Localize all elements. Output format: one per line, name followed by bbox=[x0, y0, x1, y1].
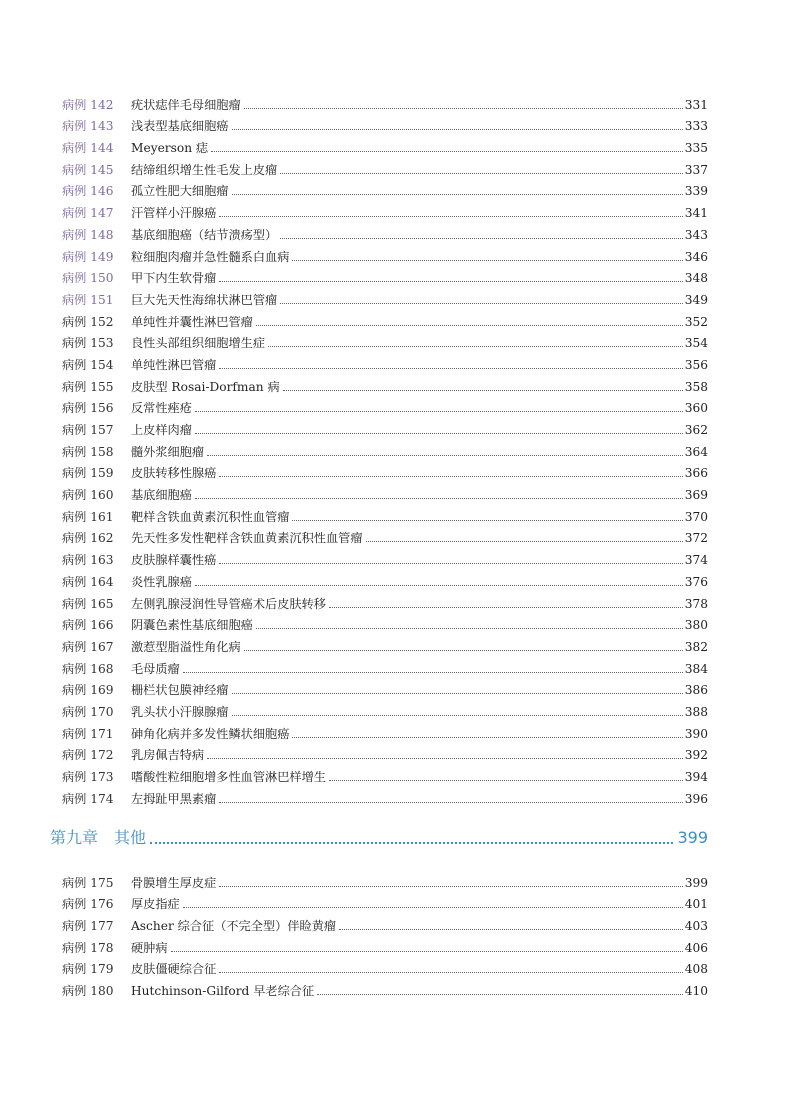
toc-entry[interactable] bbox=[62, 133, 708, 155]
toc-entry[interactable] bbox=[62, 220, 708, 242]
page-number: 366 bbox=[684, 466, 708, 481]
case-title: 巨大先天性海绵状淋巴管瘤 bbox=[131, 292, 278, 307]
leader-dots bbox=[219, 886, 682, 887]
case-title: 浅表型基底细胞癌 bbox=[131, 119, 229, 134]
toc-entry[interactable] bbox=[62, 719, 708, 741]
leader-dots bbox=[366, 541, 683, 542]
case-number: 病例 149 bbox=[62, 249, 114, 264]
case-title: 皮肤转移性腺癌 bbox=[131, 466, 217, 481]
toc-entry[interactable] bbox=[62, 198, 708, 220]
case-number: 病例 146 bbox=[62, 184, 114, 199]
case-title: 汗管样小汗腺癌 bbox=[131, 206, 217, 221]
page-number: 399 bbox=[684, 875, 708, 890]
case-number: 病例 166 bbox=[62, 618, 114, 633]
leader-dots bbox=[280, 238, 682, 239]
case-number: 病例 142 bbox=[62, 97, 114, 112]
leader-dots bbox=[183, 672, 683, 673]
toc-entry[interactable] bbox=[62, 741, 708, 763]
case-number: 病例 165 bbox=[62, 596, 114, 611]
case-number: 病例 176 bbox=[62, 897, 114, 912]
case-number: 病例 172 bbox=[62, 748, 114, 763]
page-number: 408 bbox=[684, 962, 708, 977]
page-number: 386 bbox=[684, 683, 708, 698]
case-title: 粒细胞肉瘤并急性髓系白血病 bbox=[131, 249, 290, 264]
toc-entry[interactable] bbox=[62, 784, 708, 806]
toc-entry[interactable] bbox=[62, 762, 708, 784]
page-number: 372 bbox=[684, 531, 708, 546]
page-number: 382 bbox=[684, 639, 708, 654]
case-number: 病例 164 bbox=[62, 574, 114, 589]
case-title: 砷角化病并多发性鳞状细胞癌 bbox=[131, 726, 290, 741]
case-title: 乳房佩吉特病 bbox=[131, 748, 205, 763]
toc-entry[interactable] bbox=[62, 459, 708, 481]
case-number: 病例 145 bbox=[62, 162, 114, 177]
page-number: 352 bbox=[684, 314, 708, 329]
toc-entry[interactable] bbox=[62, 307, 708, 329]
leader-dots bbox=[207, 758, 683, 759]
page-number: 392 bbox=[684, 748, 708, 763]
page-number: 349 bbox=[684, 292, 708, 307]
chapter-heading[interactable] bbox=[50, 828, 708, 848]
case-number: 病例 161 bbox=[62, 509, 114, 524]
case-title: 厚皮指症 bbox=[131, 897, 180, 912]
leader-dots bbox=[150, 842, 673, 844]
case-title: 骨膜增生厚皮症 bbox=[131, 875, 217, 890]
toc-entry[interactable] bbox=[62, 567, 708, 589]
toc-entry[interactable] bbox=[62, 415, 708, 437]
leader-dots bbox=[219, 972, 682, 973]
toc-list-part1 bbox=[62, 90, 708, 806]
toc-entry[interactable] bbox=[62, 480, 708, 502]
case-title: 良性头部组织细胞增生症 bbox=[131, 336, 266, 351]
leader-dots bbox=[219, 281, 682, 282]
leader-dots bbox=[292, 737, 682, 738]
case-number: 病例 173 bbox=[62, 770, 114, 784]
toc-entry[interactable] bbox=[62, 890, 708, 912]
case-number: 病例 152 bbox=[62, 314, 114, 329]
case-title: 髓外浆细胞瘤 bbox=[131, 444, 205, 459]
case-number: 病例 178 bbox=[62, 940, 114, 955]
case-title: 基底细胞癌（结节溃疡型） bbox=[131, 227, 278, 242]
case-title: 栅栏状包膜神经瘤 bbox=[131, 683, 229, 698]
toc-entry[interactable] bbox=[62, 545, 708, 567]
page-number: 406 bbox=[684, 940, 708, 955]
leader-dots bbox=[171, 951, 683, 952]
case-title: 阴囊色素性基底细胞癌 bbox=[131, 618, 253, 633]
toc-entry[interactable] bbox=[62, 90, 708, 112]
case-title: 疣状痣伴毛母细胞瘤 bbox=[131, 97, 241, 112]
case-title: 基底细胞癌 bbox=[131, 488, 192, 503]
toc-entry[interactable] bbox=[62, 611, 708, 633]
leader-dots bbox=[268, 346, 683, 347]
toc-entry[interactable] bbox=[62, 264, 708, 286]
leader-dots bbox=[232, 194, 683, 195]
case-number: 病例 158 bbox=[62, 444, 114, 459]
page-number: 378 bbox=[684, 596, 708, 611]
case-number: 病例 157 bbox=[62, 423, 114, 437]
case-title: 靶样含铁血黄素沉积性血管瘤 bbox=[131, 509, 290, 524]
case-title: 先天性多发性靶样含铁血黄素沉积性血管瘤 bbox=[131, 531, 363, 546]
page-number: 388 bbox=[684, 704, 708, 719]
case-title: 激惹型脂溢性角化病 bbox=[131, 639, 241, 654]
page-number: 335 bbox=[684, 141, 708, 156]
page-number: 331 bbox=[684, 97, 708, 112]
leader-dots bbox=[219, 563, 682, 564]
toc-entry[interactable] bbox=[62, 955, 708, 977]
case-number: 病例 163 bbox=[62, 553, 114, 568]
leader-dots bbox=[183, 907, 683, 908]
case-number: 病例 162 bbox=[62, 531, 114, 546]
toc-list-part2 bbox=[62, 868, 708, 998]
toc-entry[interactable] bbox=[62, 589, 708, 611]
toc-entry[interactable] bbox=[62, 502, 708, 524]
page-number: 410 bbox=[684, 984, 708, 999]
leader-dots bbox=[280, 173, 682, 174]
case-number: 病例 160 bbox=[62, 488, 114, 503]
case-number: 病例 148 bbox=[62, 227, 114, 242]
toc-entry[interactable] bbox=[62, 911, 708, 933]
toc-entry[interactable] bbox=[62, 868, 708, 890]
page-number: 396 bbox=[684, 791, 708, 806]
case-number: 病例 147 bbox=[62, 206, 114, 221]
toc-entry[interactable] bbox=[62, 632, 708, 654]
toc-entry[interactable] bbox=[62, 285, 708, 307]
leader-dots bbox=[256, 628, 683, 629]
case-title: 炎性乳腺癌 bbox=[131, 574, 192, 589]
case-title: 皮肤腺样囊性癌 bbox=[131, 553, 217, 568]
page-number: 337 bbox=[684, 162, 708, 177]
case-number: 病例 154 bbox=[62, 357, 114, 372]
toc-entry[interactable] bbox=[62, 654, 708, 676]
case-title: 结缔组织增生性毛发上皮瘤 bbox=[131, 162, 278, 177]
toc-entry[interactable] bbox=[62, 242, 708, 264]
case-title: 单纯性并囊性淋巴管瘤 bbox=[131, 314, 253, 329]
leader-dots bbox=[219, 476, 682, 477]
page-number: 403 bbox=[684, 919, 708, 934]
page-number: 356 bbox=[684, 357, 708, 372]
leader-dots bbox=[232, 129, 683, 130]
case-number: 病例 168 bbox=[62, 661, 114, 676]
leader-dots bbox=[292, 520, 682, 521]
leader-dots bbox=[219, 216, 682, 217]
leader-dots bbox=[329, 607, 683, 608]
toc-entry[interactable] bbox=[62, 372, 708, 394]
case-title: 左侧乳腺浸润性导管癌术后皮肤转移 bbox=[131, 596, 326, 611]
case-number: 病例 177 bbox=[62, 919, 114, 934]
chapter-page-number: 399 bbox=[677, 828, 708, 847]
toc-entry[interactable] bbox=[62, 933, 708, 955]
case-title: 左拇趾甲黑素瘤 bbox=[131, 791, 217, 806]
leader-dots bbox=[195, 433, 683, 434]
leader-dots bbox=[195, 411, 683, 412]
case-title: 乳头状小汗腺腺瘤 bbox=[131, 704, 229, 719]
toc-entry[interactable] bbox=[62, 394, 708, 416]
case-title: 皮肤僵硬综合征 bbox=[131, 962, 217, 977]
page-number: 362 bbox=[684, 423, 708, 437]
leader-dots bbox=[244, 108, 683, 109]
case-number: 病例 153 bbox=[62, 336, 114, 351]
chapter-title: 其他 bbox=[114, 828, 147, 847]
case-title: 皮肤型 Rosai-Dorfman 病 bbox=[131, 379, 280, 394]
leader-dots bbox=[195, 498, 683, 499]
leader-dots bbox=[195, 585, 683, 586]
leader-dots bbox=[219, 368, 682, 369]
case-title: Meyerson 痣 bbox=[131, 141, 209, 156]
case-number: 病例 169 bbox=[62, 683, 114, 698]
page-number: 348 bbox=[684, 271, 708, 286]
toc-entry[interactable] bbox=[62, 524, 708, 546]
page-number: 354 bbox=[684, 336, 708, 351]
case-number: 病例 171 bbox=[62, 726, 114, 741]
leader-dots bbox=[207, 455, 683, 456]
leader-dots bbox=[232, 693, 683, 694]
case-number: 病例 144 bbox=[62, 141, 114, 156]
case-number: 病例 179 bbox=[62, 962, 114, 977]
toc-entry[interactable] bbox=[62, 155, 708, 177]
leader-dots bbox=[211, 151, 683, 152]
page-number: 384 bbox=[684, 661, 708, 676]
case-number: 病例 159 bbox=[62, 466, 114, 481]
case-title: 上皮样肉瘤 bbox=[131, 423, 192, 437]
case-number: 病例 167 bbox=[62, 639, 114, 654]
leader-dots bbox=[317, 994, 683, 995]
page-number: 370 bbox=[684, 509, 708, 524]
leader-dots bbox=[339, 929, 683, 930]
toc-entry[interactable] bbox=[62, 437, 708, 459]
page-number: 339 bbox=[684, 184, 708, 199]
toc-entry[interactable] bbox=[62, 976, 708, 998]
page-number: 341 bbox=[684, 206, 708, 221]
toc-entry[interactable] bbox=[62, 329, 708, 351]
page-number: 369 bbox=[684, 488, 708, 503]
toc-entry[interactable] bbox=[62, 350, 708, 372]
case-number: 病例 180 bbox=[62, 984, 114, 999]
case-title: 嗜酸性粒细胞增多性血管淋巴样增生 bbox=[131, 770, 326, 784]
leader-dots bbox=[256, 325, 683, 326]
leader-dots bbox=[280, 303, 682, 304]
case-title: 毛母质瘤 bbox=[131, 661, 180, 676]
case-title: Ascher 综合征（不完全型）伴睑黄瘤 bbox=[131, 919, 337, 934]
case-number: 病例 170 bbox=[62, 704, 114, 719]
toc-entry[interactable] bbox=[62, 697, 708, 719]
page-number: 401 bbox=[684, 897, 708, 912]
leader-dots bbox=[219, 802, 682, 803]
page-number: 394 bbox=[684, 770, 708, 784]
page-number: 346 bbox=[684, 249, 708, 264]
toc-entry[interactable] bbox=[62, 112, 708, 134]
toc-entry[interactable] bbox=[62, 177, 708, 199]
case-title: 硬肿病 bbox=[131, 940, 168, 955]
case-number: 病例 174 bbox=[62, 791, 114, 806]
chapter-label: 第九章 bbox=[50, 828, 99, 847]
case-number: 病例 150 bbox=[62, 271, 114, 286]
case-number: 病例 156 bbox=[62, 401, 114, 416]
case-title: 反常性痤疮 bbox=[131, 401, 192, 416]
page-number: 380 bbox=[684, 618, 708, 633]
case-number: 病例 155 bbox=[62, 379, 114, 394]
page-number: 358 bbox=[684, 379, 708, 394]
case-number: 病例 175 bbox=[62, 875, 114, 890]
page-number: 364 bbox=[684, 444, 708, 459]
page-number: 343 bbox=[684, 227, 708, 242]
page-number: 376 bbox=[684, 574, 708, 589]
case-number: 病例 143 bbox=[62, 119, 114, 134]
leader-dots bbox=[329, 780, 683, 781]
leader-dots bbox=[232, 715, 683, 716]
page-number: 360 bbox=[684, 401, 708, 416]
case-title: 甲下内生软骨瘤 bbox=[131, 271, 217, 286]
page-number: 390 bbox=[684, 726, 708, 741]
leader-dots bbox=[292, 260, 682, 261]
case-title: Hutchinson-Gilford 早老综合征 bbox=[131, 984, 315, 999]
case-title: 孤立性肥大细胞瘤 bbox=[131, 184, 229, 199]
leader-dots bbox=[244, 650, 683, 651]
case-number: 病例 151 bbox=[62, 292, 114, 307]
leader-dots bbox=[283, 390, 683, 391]
page-number: 333 bbox=[684, 119, 708, 134]
case-title: 单纯性淋巴管瘤 bbox=[131, 357, 217, 372]
toc-entry[interactable] bbox=[62, 676, 708, 698]
page-number: 374 bbox=[684, 553, 708, 568]
